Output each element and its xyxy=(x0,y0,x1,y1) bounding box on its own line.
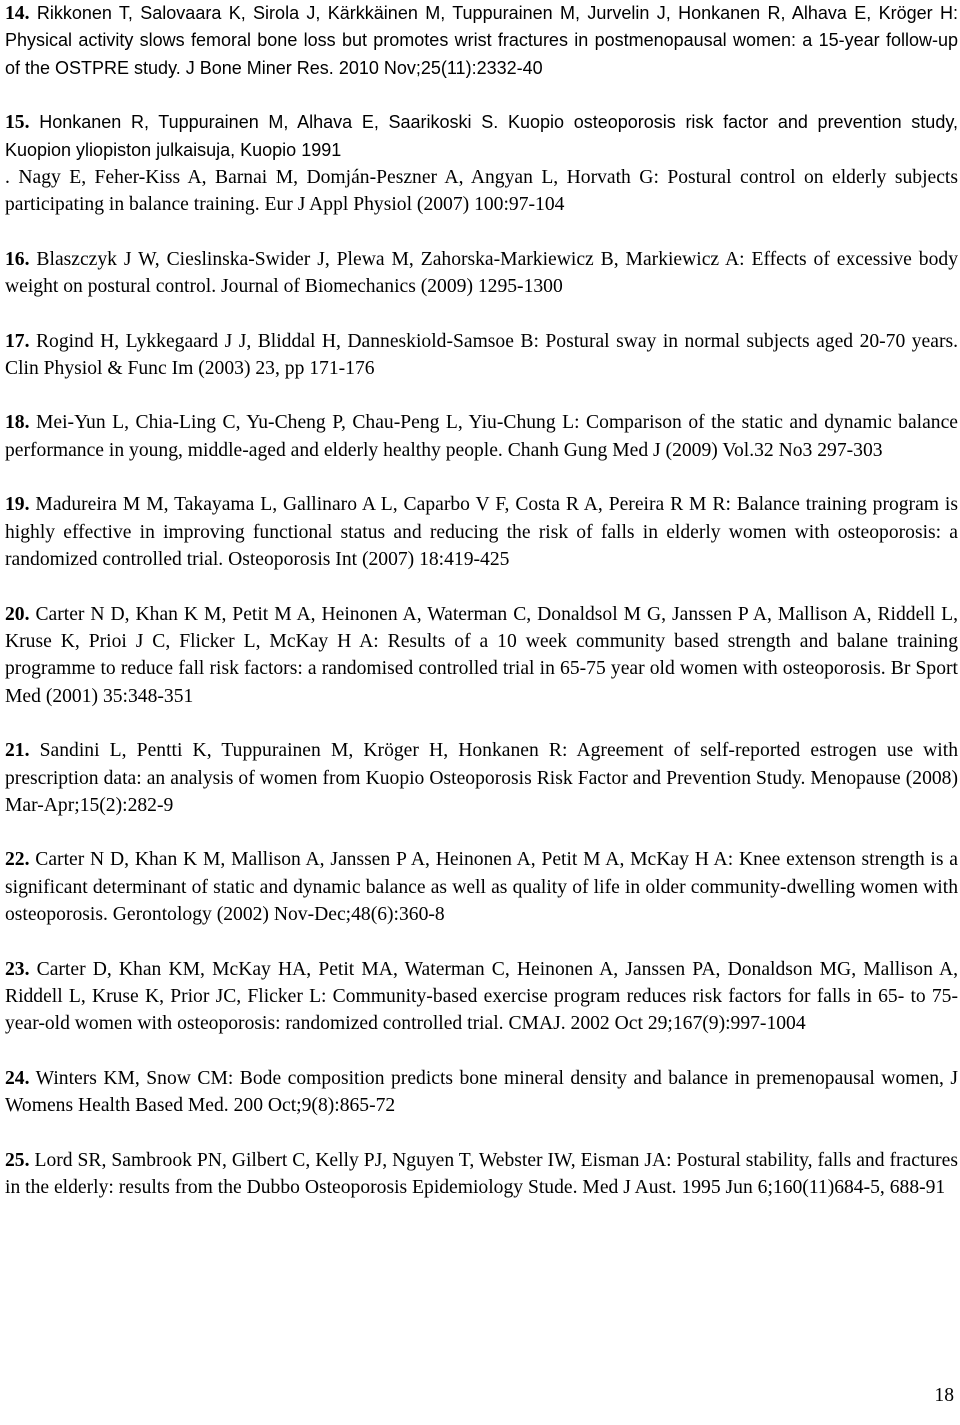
reference-number: 24. xyxy=(5,1067,30,1089)
reference-text: Carter D, Khan KM, McKay HA, Petit MA, Waterman C, Heinonen A, Janssen PA, Donaldson MG, Mallison A, Riddell L, Kruse K, Prior JC, Flicker L: Community-based exercise program reduces risk factors for falls in 65- to 75-year-old women with osteoporosis: randomized controlled trial. CMAJ. 2002 Oct 29;167(9):997-1004 xyxy=(5,958,958,1035)
reference-20 xyxy=(5,601,958,711)
reference-text: Sandini L, Pentti K, Tuppurainen M, Kröger H, Honkanen R: Agreement of self-reported estrogen use with prescription data: an analysis of women from Kuopio Osteoporosis Risk Factor and Prevention Study. Menopause (2008) Mar-Apr;15(2):282-9 xyxy=(5,740,958,816)
reference-number: 14. xyxy=(5,3,30,24)
reference-text: Lord SR, Sambrook PN, Gilbert C, Kelly PJ, Nguyen T, Webster IW, Eisman JA: Postural stability, falls and fractures in the elderly: results from the Dubbo Osteoporosis Epidemiology Stude. Med J Aust. 1995 Jun 6;160(11)684-5, 688-91 xyxy=(5,1149,958,1198)
reference-19 xyxy=(5,491,958,573)
reference-text: Rogind H, Lykkegaard J J, Bliddal H, Danneskiold-Samsoe B: Postural sway in normal subjects aged 20-70 years. Clin Physiol & Func Im (2003) 23, pp 171-176 xyxy=(5,330,958,380)
reference-text: . Nagy E, Feher-Kiss A, Barnai M, Domján-Peszner A, Angyan L, Horvath G: Postural control on elderly subjects participating in balance training. Eur J Appl Physiol (2007) 100:97-104 xyxy=(5,167,958,216)
reference-title: Physical activity slows femoral bone loss but promotes wrist fractures in postmenopausal women: a 15-year follow-up of the OSTPRE study. xyxy=(5,30,958,78)
reference-authors: Honkanen R, Tuppurainen M, Alhava E, Saarikoski S. xyxy=(29,112,508,133)
reference-number: 17. xyxy=(5,330,30,352)
reference-14 xyxy=(5,0,958,82)
reference-number: 22. xyxy=(5,849,30,871)
reference-18 xyxy=(5,409,958,464)
reference-17 xyxy=(5,328,958,383)
reference-16 xyxy=(5,246,958,301)
reference-text: Mei-Yun L, Chia-Ling C, Yu-Cheng P, Chau-Peng L, Yiu-Chung L: Comparison of the static and dynamic balance performance in young, middle-aged and elderly healthy people. Chanh Gung Med J (2009) Vol.32 No3 297-303 xyxy=(5,412,958,461)
reference-unnumbered xyxy=(5,164,958,219)
reference-text: Carter N D, Khan K M, Mallison A, Janssen P A, Heinonen A, Petit M A, McKay H A: Knee extenson strength is a significant determinant of static and dynamic balance as well as quality of life in older community-dwelling women with osteoporosis. Gerontology (2002) Nov-Dec;48(6):360-8 xyxy=(5,849,958,926)
reference-number: 25. xyxy=(5,1149,30,1171)
reference-number: 15. xyxy=(5,112,30,134)
reference-24 xyxy=(5,1065,958,1120)
reference-text: Madureira M M, Takayama L, Gallinaro A L, Caparbo V F, Costa R A, Pereira R M R: Balance training program is highly effective in improving functional status and reducing the risk of falls in elderly women with osteoporosis: a randomized controlled trial. Osteoporosis Int (2007) 18:419-425 xyxy=(5,494,958,571)
reference-15 xyxy=(5,109,958,164)
reference-text: Winters KM, Snow CM: Bode composition predicts bone mineral density and balance in premenopausal women, J Womens Health Based Med. 200 Oct;9(8):865-72 xyxy=(5,1067,958,1117)
reference-authors: Rikkonen T, Salovaara K, Sirola J, Kärkkäinen M, Tuppurainen M, Jurvelin J, Honkanen R, Alhava E, Kröger H: xyxy=(29,3,958,23)
reference-23 xyxy=(5,956,958,1038)
reference-text: Carter N D, Khan K M, Petit M A, Heinonen A, Waterman C, Donaldsol M G, Janssen P A, Mallison A, Riddell L, Kruse K, Prioi J C, Flicker L, McKay H A: Results of a 10 week community based strength and balane training programme to reduce fall risk factors: a randomised controlled trial in 65-75 year old women with osteoporosis. Br Sport Med (2001) 35:348-351 xyxy=(5,603,958,707)
reference-number: 16. xyxy=(5,248,30,270)
reference-number: 23. xyxy=(5,958,30,980)
reference-source: J Bone Miner Res. 2010 Nov;25(11):2332-40 xyxy=(180,57,543,78)
reference-text: Blaszczyk J W, Cieslinska-Swider J, Plewa M, Zahorska-Markiewicz B, Markiewicz A: Effects of excessive body weight on postural control. Journal of Biomechanics (2009) 1295-1300 xyxy=(5,248,958,298)
reference-number: 18. xyxy=(5,412,30,434)
reference-title: Kuopio osteoporosis risk factor and prevention study, Kuopion yliopiston julkaisuja, Kuopio 1991 xyxy=(5,112,958,160)
reference-number: 21. xyxy=(5,740,30,762)
reference-22 xyxy=(5,846,958,928)
reference-21 xyxy=(5,737,958,819)
page-number: 18 xyxy=(934,1385,954,1406)
reference-number: 19. xyxy=(5,494,30,516)
reference-list xyxy=(5,0,958,1201)
reference-number: 20. xyxy=(5,603,30,625)
reference-25 xyxy=(5,1147,958,1202)
